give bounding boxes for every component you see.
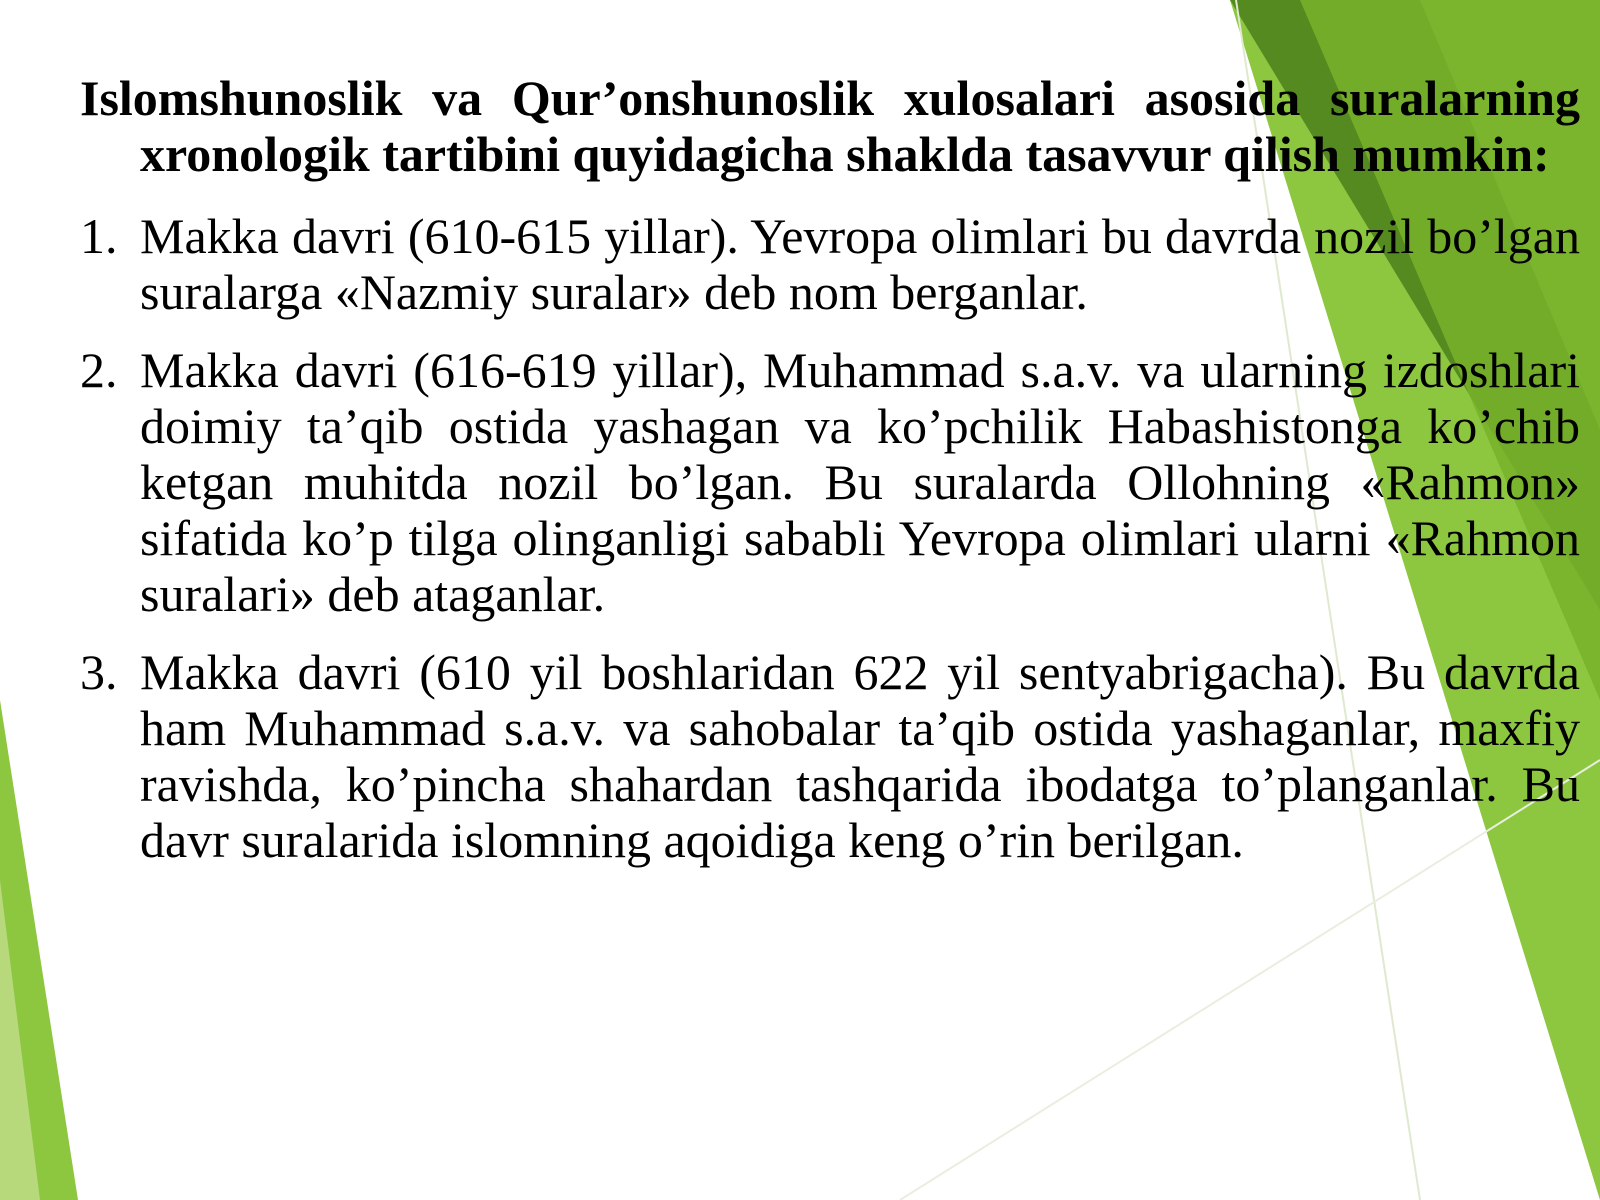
list-item-text: Makka davri (610 yil boshlaridan 622 yil sentyabrigacha). Bu davrda ham Muhammad s.a.v. va sahobalar ta’qib ostida yashaganlar, maxfiy ravishda, ko’pincha shahardan tashqarida ibodatga to’planganlar. Bu davr suralarida islomning aqoidiga keng o’rin berilgan. — [140, 644, 1580, 868]
list-item-text: Makka davri (610-615 yillar). Yevropa olimlari bu davrda nozil bo’lgan suralarga «Nazmiy suralar» deb nom berganlar. — [140, 208, 1580, 320]
list-item — [80, 342, 1580, 622]
list-item-text: Makka davri (616-619 yillar), Muhammad s.a.v. va ularning izdoshlari doimiy ta’qib ostida yashagan va ko’pchilik Habashistonga ko’chib ketgan muhitda nozil bo’lgan. Bu suralarda Ollohning «Rahmon» sifatida ko’p tilga olinganligi sababli Yevropa olimlari ularni «Rahmon suralari» deb ataganlar. — [140, 342, 1580, 622]
list-item — [80, 208, 1580, 320]
list-item — [80, 644, 1580, 868]
slide-heading: Islomshunoslik va Qur’onshunoslik xulosalari asosida suralarning xronologik tartibini quyidagicha shaklda tasavvur qilish mumkin: — [80, 70, 1580, 182]
list-item-number: 1. — [80, 208, 118, 264]
list-item-number: 3. — [80, 644, 118, 700]
slide-content — [80, 70, 1580, 890]
list-item-number: 2. — [80, 342, 118, 398]
